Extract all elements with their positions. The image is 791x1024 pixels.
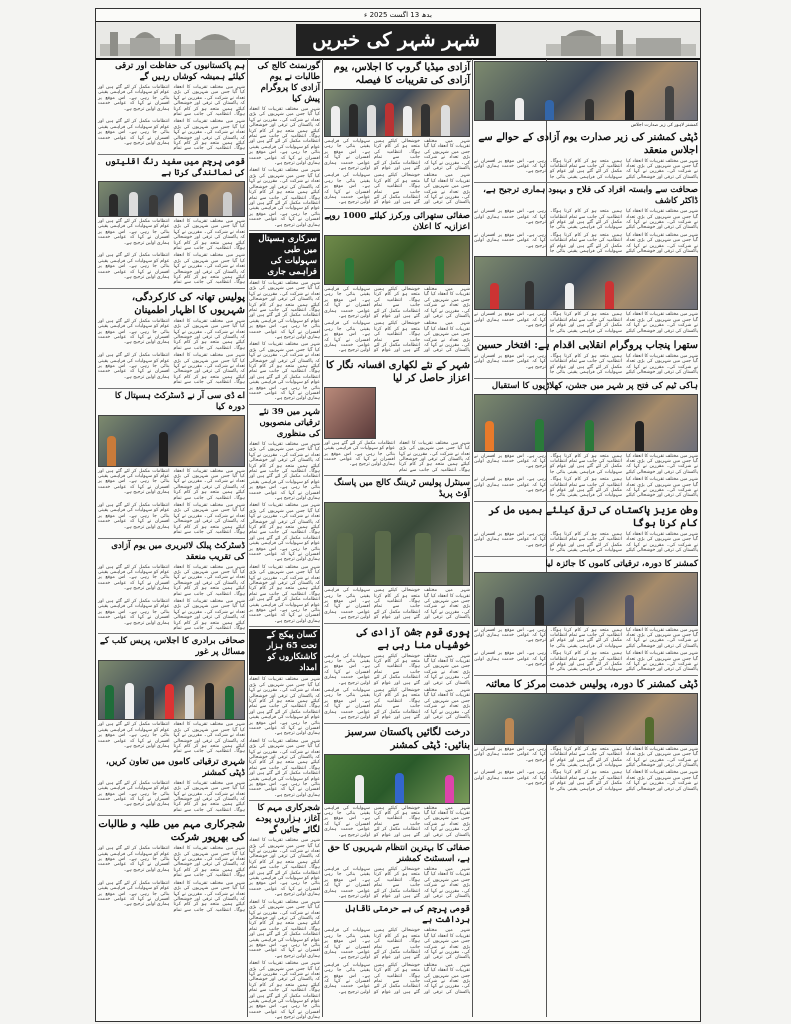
headline: ڈسٹرکٹ پبلک لائبریری میں یوم آزادی کی تقریب منعقد xyxy=(111,540,245,562)
article-body: شہر میں مختلف تقریبات کا انعقاد کیا گیا جس میں شہریوں کی بڑی تعداد نے شرکت کی۔ مقررین نے کہا کہ پاکستان کی ترقی اور خوشحالی کیلئے ہمیں متحد ہو کر کام کرنا ہوگا۔ انتظامیہ کی جانب سے تمام انتظامات مکمل کر لئے گئے ہیں اور عوام کو سہولیات کی فراہمی یقینی بنائی جا رہی ہے۔ اس موقع پر افسران نے کہا کہ عوامی خدمت ہماری اولین ترجیح ہے۔ xyxy=(249,564,320,624)
article-body: شہر میں مختلف تقریبات کا انعقاد کیا گیا جس میں شہریوں کی بڑی تعداد نے شرکت کی۔ مقررین نے کہا کہ پاکستان کی ترقی اور خوشحالی کیلئے ہمیں متحد ہو کر کام کرنا ہوگا۔ انتظامیہ کی جانب سے تمام انتظامات مکمل کر لئے گئے ہیں اور عوام کو سہولیات کی فراہمی یقینی بنائی جا رہی ہے۔ اس موقع پر افسران نے کہا کہ عوامی خدمت ہماری اولین ترجیح ہے۔ xyxy=(324,588,470,621)
headline: ستھرا پنجاب پروگرام انقلابی اقدام ہے: افتخار حسین xyxy=(476,340,698,351)
article-body: شہر میں مختلف تقریبات کا انعقاد کیا گیا جس میں شہریوں کی بڑی تعداد نے شرکت کی۔ مقررین نے کہا کہ پاکستان کی ترقی اور خوشحالی کیلئے ہمیں متحد ہو کر کام کرنا ہوگا۔ انتظامیہ کی جانب سے تمام انتظامات مکمل کر لئے گئے ہیں اور عوام کو سہولیات کی فراہمی یقینی بنائی جا رہی ہے۔ اس موقع پر افسران نے کہا کہ عوامی خدمت ہماری اولین ترجیح ہے۔ xyxy=(98,318,245,351)
column-center xyxy=(324,59,470,1017)
article-body: شہر میں مختلف تقریبات کا انعقاد کیا گیا جس میں شہریوں کی بڑی تعداد نے شرکت کی۔ مقررین نے کہا کہ پاکستان کی ترقی اور خوشحالی کیلئے ہمیں متحد ہو کر کام کرنا ہوگا۔ انتظامیہ کی جانب سے تمام انتظامات مکمل کر لئے گئے ہیں اور عوام کو سہولیات کی فراہمی یقینی بنائی جا رہی ہے۔ اس موقع پر افسران نے کہا کہ عوامی خدمت ہماری اولین ترجیح ہے۔ xyxy=(98,722,245,755)
news-photo xyxy=(474,256,698,310)
article-body: شہر میں مختلف تقریبات کا انعقاد کیا گیا جس میں شہریوں کی بڑی تعداد نے شرکت کی۔ مقررین نے کہا کہ پاکستان کی ترقی اور خوشحالی کیلئے ہمیں متحد ہو کر کام کرنا ہوگا۔ انتظامیہ کی جانب سے تمام انتظامات مکمل کر لئے گئے ہیں اور عوام کو سہولیات کی فراہمی یقینی بنائی جا رہی ہے۔ اس موقع پر افسران نے کہا کہ عوامی خدمت ہماری اولین ترجیح ہے۔ xyxy=(98,564,245,597)
news-photo xyxy=(98,415,245,467)
article-body: شہر میں مختلف تقریبات کا انعقاد کیا گیا جس میں شہریوں کی بڑی تعداد نے شرکت کی۔ مقررین نے کہا کہ پاکستان کی ترقی اور خوشحالی کیلئے ہمیں متحد ہو کر کام کرنا ہوگا۔ انتظامیہ کی جانب سے تمام انتظامات مکمل کر لئے گئے ہیں اور عوام کو سہولیات کی فراہمی یقینی بنائی جا رہی ہے۔ اس موقع پر افسران نے کہا کہ عوامی خدمت ہماری اولین ترجیح ہے۔ xyxy=(324,139,470,172)
article-body: شہر میں مختلف تقریبات کا انعقاد کیا گیا جس میں شہریوں کی بڑی تعداد نے شرکت کی۔ مقررین نے کہا کہ پاکستان کی ترقی اور خوشحالی کیلئے ہمیں متحد ہو کر کام کرنا ہوگا۔ انتظامیہ کی جانب سے تمام انتظامات مکمل کر لئے گئے ہیں اور عوام کو سہولیات کی فراہمی یقینی بنائی جا رہی ہے۔ اس موقع پر افسران نے کہا کہ عوامی خدمت ہماری اولین ترجیح ہے۔ xyxy=(98,780,245,813)
headline: شجرکاری مہم کا آغاز، ہزاروں پودے لگائے جائیں گے xyxy=(255,803,320,836)
article-body: شہر میں مختلف تقریبات کا انعقاد کیا گیا جس میں شہریوں کی بڑی تعداد نے شرکت کی۔ مقررین نے کہا کہ پاکستان کی ترقی اور خوشحالی کیلئے ہمیں متحد ہو کر کام کرنا ہوگا۔ انتظامیہ کی جانب سے تمام انتظامات مکمل کر لئے گئے ہیں اور عوام کو سہولیات کی فراہمی یقینی بنائی جا رہی ہے۔ اس موقع پر افسران نے کہا کہ عوامی خدمت ہماری اولین ترجیح ہے۔ xyxy=(324,928,470,961)
masthead xyxy=(96,21,700,60)
article-body: شہر میں مختلف تقریبات کا انعقاد کیا گیا جس میں شہریوں کی بڑی تعداد نے شرکت کی۔ مقررین نے کہا کہ پاکستان کی ترقی اور خوشحالی کیلئے ہمیں متحد ہو کر کام کرنا ہوگا۔ انتظامیہ کی جانب سے تمام انتظامات مکمل کر لئے گئے ہیں اور عوام کو سہولیات کی فراہمی یقینی بنائی جا رہی ہے۔ اس موقع پر افسران نے کہا کہ عوامی خدمت ہماری اولین ترجیح ہے۔ xyxy=(98,468,245,501)
headline: درخت لگائیں پاکستان سرسبز بنائیں: ڈپٹی کمشنر xyxy=(345,726,470,751)
headline: اے ڈی سی آر نے ڈسٹرکٹ ہسپتال کا دورہ کیا xyxy=(114,390,245,412)
column-left xyxy=(98,59,245,1017)
news-photo xyxy=(98,181,245,217)
article-body: شہر میں مختلف تقریبات کا انعقاد کیا گیا جس میں شہریوں کی بڑی تعداد نے شرکت کی۔ مقررین نے کہا کہ پاکستان کی ترقی اور خوشحالی کیلئے ہمیں متحد ہو کر کام کرنا ہوگا۔ انتظامیہ کی جانب سے تمام انتظامات مکمل کر لئے گئے ہیں اور عوام کو سہولیات کی فراہمی یقینی بنائی جا رہی ہے۔ اس موقع پر افسران نے کہا کہ عوامی خدمت ہماری اولین ترجیح ہے۔ xyxy=(324,653,470,686)
news-photo xyxy=(324,754,470,804)
headline: قومی پرچم کی بے حرمتی ناقابل برداشت ہے xyxy=(345,904,470,926)
article-body: شہر میں مختلف تقریبات کا انعقاد کیا گیا جس میں شہریوں کی بڑی تعداد نے شرکت کی۔ مقررین نے کہا کہ پاکستان کی ترقی اور خوشحالی کیلئے ہمیں متحد ہو کر کام کرنا ہوگا۔ انتظامیہ کی جانب سے تمام انتظامات مکمل کر لئے گئے ہیں اور عوام کو سہولیات کی فراہمی یقینی بنائی جا رہی ہے۔ اس موقع پر افسران نے کہا کہ عوامی خدمت ہماری اولین ترجیح ہے۔ xyxy=(98,253,245,286)
article-body: شہر میں مختلف تقریبات کا انعقاد کیا گیا جس میں شہریوں کی بڑی تعداد نے شرکت کی۔ مقررین نے کہا کہ پاکستان کی ترقی اور خوشحالی کیلئے ہمیں متحد ہو کر کام کرنا ہوگا۔ انتظامیہ کی جانب سے تمام انتظامات مکمل کر لئے گئے ہیں اور عوام کو سہولیات کی فراہمی یقینی بنائی جا رہی ہے۔ اس موقع پر افسران نے کہا کہ عوامی خدمت ہماری اولین ترجیح ہے۔ xyxy=(474,312,698,334)
headline: کسان پیکج کے تحت 65 ہزار کاشتکاروں کو امداد xyxy=(249,629,320,675)
headline: ڈپٹی کمشنر کا دورہ، پولیس خدمت مرکز کا معائنہ xyxy=(485,678,698,690)
article-body: شہر میں مختلف تقریبات کا انعقاد کیا گیا جس میں شہریوں کی بڑی تعداد نے شرکت کی۔ مقررین نے کہا کہ پاکستان کی ترقی اور خوشحالی کیلئے ہمیں متحد ہو کر کام کرنا ہوگا۔ انتظامیہ کی جانب سے تمام انتظامات مکمل کر لئے گئے ہیں اور عوام کو سہولیات کی فراہمی یقینی بنائی جا رہی ہے۔ اس موقع پر افسران نے کہا کہ عوامی خدمت ہماری اولین ترجیح ہے۔ xyxy=(474,232,698,254)
headline: سینٹرل پولیس ٹریننگ کالج میں پاسنگ آؤٹ پریڈ xyxy=(334,478,470,500)
news-photo xyxy=(474,572,698,626)
article-body: شہر میں مختلف تقریبات کا انعقاد کیا گیا جس میں شہریوں کی بڑی تعداد نے شرکت کی۔ مقررین نے کہا کہ پاکستان کی ترقی اور خوشحالی کیلئے ہمیں متحد ہو کر کام کرنا ہوگا۔ انتظامیہ کی جانب سے تمام انتظامات مکمل کر لئے گئے ہیں اور عوام کو سہولیات کی فراہمی یقینی بنائی جا رہی ہے۔ اس موقع پر افسران نے کہا کہ عوامی خدمت ہماری اولین ترجیح ہے۔ xyxy=(324,688,470,721)
page-title: شہر شہر کی خبریں xyxy=(296,24,496,56)
article-body: شہر میں مختلف تقریبات کا انعقاد کیا گیا جس میں شہریوں کی بڑی تعداد نے شرکت کی۔ مقررین نے کہا کہ پاکستان کی ترقی اور خوشحالی کیلئے ہمیں متحد ہو کر کام کرنا ہوگا۔ انتظامیہ کی جانب سے تمام انتظامات مکمل کر لئے گئے ہیں اور عوام کو سہولیات کی فراہمی یقینی بنائی جا رہی ہے۔ اس موقع پر افسران نے کہا کہ عوامی خدمت ہماری اولین ترجیح ہے۔ xyxy=(324,866,470,899)
article-body: شہر میں مختلف تقریبات کا انعقاد کیا گیا جس میں شہریوں کی بڑی تعداد نے شرکت کی۔ مقررین نے کہا کہ پاکستان کی ترقی اور خوشحالی کیلئے ہمیں متحد ہو کر کام کرنا ہوگا۔ انتظامیہ کی جانب سے تمام انتظامات مکمل کر لئے گئے ہیں اور عوام کو سہولیات کی فراہمی یقینی بنائی جا رہی ہے۔ اس موقع پر افسران نے کہا کہ عوامی خدمت ہماری اولین ترجیح ہے۔ xyxy=(324,440,470,473)
headline: صفائی ستھرائی ورکرز کیلئے 1000 روپے اعزازیہ کا اعلان xyxy=(324,210,470,232)
column-center-left xyxy=(249,59,320,1021)
news-photo xyxy=(474,61,698,121)
headline: وطن عزیز پاکستان کی ترقی کیلئے ہمیں مل کر کام کرنا ہوگا xyxy=(488,504,698,529)
headline: شہر میں 39 نئے ترقیاتی منصوبوں کی منظوری xyxy=(258,406,320,439)
headline: پولیس تھانہ کی کارکردگی، شہریوں کا اظہار اطمینان xyxy=(131,291,245,316)
news-photo xyxy=(474,394,698,452)
news-photo xyxy=(98,660,245,720)
article-body: شہر میں مختلف تقریبات کا انعقاد کیا گیا جس میں شہریوں کی بڑی تعداد نے شرکت کی۔ مقررین نے کہا کہ پاکستان کی ترقی اور خوشحالی کیلئے ہمیں متحد ہو کر کام کرنا ہوگا۔ انتظامیہ کی جانب سے تمام انتظامات مکمل کر لئے گئے ہیں اور عوام کو سہولیات کی فراہمی یقینی بنائی جا رہی ہے۔ اس موقع پر افسران نے کہا کہ عوامی خدمت ہماری اولین ترجیح ہے۔ xyxy=(474,746,698,768)
headline: ہم پاکستانیوں کی حفاظت اور ترقی کیلئے ہمیشہ کوشاں رہیں گے xyxy=(115,61,245,82)
article-body: شہر میں مختلف تقریبات کا انعقاد کیا گیا جس میں شہریوں کی بڑی تعداد نے شرکت کی۔ مقررین نے کہا کہ پاکستان کی ترقی اور خوشحالی کیلئے ہمیں متحد ہو کر کام کرنا ہوگا۔ انتظامیہ کی جانب سے تمام انتظامات مکمل کر لئے گئے ہیں اور عوام کو سہولیات کی فراہمی یقینی بنائی جا رہی ہے۔ اس موقع پر افسران نے کہا کہ عوامی خدمت ہماری اولین ترجیح ہے۔ xyxy=(249,342,320,402)
article-body: شہر میں مختلف تقریبات کا انعقاد کیا گیا جس میں شہریوں کی بڑی تعداد نے شرکت کی۔ مقررین نے کہا کہ پاکستان کی ترقی اور خوشحالی کیلئے ہمیں متحد ہو کر کام کرنا ہوگا۔ انتظامیہ کی جانب سے تمام انتظامات مکمل کر لئے گئے ہیں اور عوام کو سہولیات کی فراہمی یقینی بنائی جا رہی ہے۔ اس موقع پر افسران نے کہا کہ عوامی خدمت ہماری اولین ترجیح ہے۔ xyxy=(98,119,245,152)
article-body: شہر میں مختلف تقریبات کا انعقاد کیا گیا جس میں شہریوں کی بڑی تعداد نے شرکت کی۔ مقررین نے کہا کہ پاکستان کی ترقی اور خوشحالی کیلئے ہمیں متحد ہو کر کام کرنا ہوگا۔ انتظامیہ کی جانب سے تمام انتظامات مکمل کر لئے گئے ہیں اور عوام کو سہولیات کی فراہمی یقینی بنائی جا رہی ہے۔ اس موقع پر افسران نے کہا کہ عوامی خدمت ہماری اولین ترجیح ہے۔ xyxy=(474,627,698,649)
article-body: شہر میں مختلف تقریبات کا انعقاد کیا گیا جس میں شہریوں کی بڑی تعداد نے شرکت کی۔ مقررین نے کہا کہ پاکستان کی ترقی اور خوشحالی کیلئے ہمیں متحد ہو کر کام کرنا ہوگا۔ انتظامیہ کی جانب سے تمام انتظامات مکمل کر لئے گئے ہیں اور عوام کو سہولیات کی فراہمی یقینی بنائی جا رہی ہے۔ اس موقع پر افسران نے کہا کہ عوامی خدمت ہماری اولین ترجیح ہے۔ xyxy=(249,677,320,737)
photo-caption: کمشنر لاہور کی زیر صدارت اجلاس xyxy=(630,123,698,128)
column-right xyxy=(474,59,698,1017)
article-body: شہر میں مختلف تقریبات کا انعقاد کیا گیا جس میں شہریوں کی بڑی تعداد نے شرکت کی۔ مقررین نے کہا کہ پاکستان کی ترقی اور خوشحالی کیلئے ہمیں متحد ہو کر کام کرنا ہوگا۔ انتظامیہ کی جانب سے تمام انتظامات مکمل کر لئے گئے ہیں اور عوام کو سہولیات کی فراہمی یقینی بنائی جا رہی ہے۔ اس موقع پر افسران نے کہا کہ عوامی خدمت ہماری اولین ترجیح ہے۔ xyxy=(98,846,245,879)
headline: ڈپٹی کمشنر کی زیر صدارت یوم آزادی کے حوالے سے اجلاس منعقد xyxy=(478,131,698,156)
article-body: شہر میں مختلف تقریبات کا انعقاد کیا گیا جس میں شہریوں کی بڑی تعداد نے شرکت کی۔ مقررین نے کہا کہ پاکستان کی ترقی اور خوشحالی کیلئے ہمیں متحد ہو کر کام کرنا ہوگا۔ انتظامیہ کی جانب سے تمام انتظامات مکمل کر لئے گئے ہیں اور عوام کو سہولیات کی فراہمی یقینی بنائی جا رہی ہے۔ اس موقع پر افسران نے کہا کہ عوامی خدمت ہماری اولین ترجیح ہے۔ xyxy=(474,453,698,475)
article-body: شہر میں مختلف تقریبات کا انعقاد کیا گیا جس میں شہریوں کی بڑی تعداد نے شرکت کی۔ مقررین نے کہا کہ پاکستان کی ترقی اور خوشحالی کیلئے ہمیں متحد ہو کر کام کرنا ہوگا۔ انتظامیہ کی جانب سے تمام انتظامات مکمل کر لئے گئے ہیں اور عوام کو سہولیات کی فراہمی یقینی بنائی جا رہی ہے۔ اس موقع پر افسران نے کہا کہ عوامی خدمت ہماری اولین ترجیح ہے۔ xyxy=(474,354,698,376)
headline: صحافی برادری کا اجلاس، پریس کلب کے مسائل پر غور xyxy=(99,636,245,658)
headline: آزادی میڈیا گروپ کا اجلاس، یوم آزادی کی تقریبات کا فیصلہ xyxy=(333,62,470,86)
headline: پوری قوم جشن آزادی کی خوشیاں منا رہی ہے xyxy=(356,626,470,651)
headline: صحافت سے وابستہ افراد کی فلاح و بہبود ہماری ترجیح ہے، ڈاکٹر کاشف xyxy=(483,185,698,207)
article-body: شہر میں مختلف تقریبات کا انعقاد کیا گیا جس میں شہریوں کی بڑی تعداد نے شرکت کی۔ مقررین نے کہا کہ پاکستان کی ترقی اور خوشحالی کیلئے ہمیں متحد ہو کر کام کرنا ہوگا۔ انتظامیہ کی جانب سے تمام انتظامات مکمل کر لئے گئے ہیں اور عوام کو سہولیات کی فراہمی یقینی بنائی جا رہی ہے۔ اس موقع پر افسران نے کہا کہ عوامی خدمت ہماری اولین ترجیح ہے۔ xyxy=(98,218,245,251)
dateline: بدھ 13 اگست 2025 ء xyxy=(364,11,432,19)
article-body: شہر میں مختلف تقریبات کا انعقاد کیا گیا جس میں شہریوں کی بڑی تعداد نے شرکت کی۔ مقررین نے کہا کہ پاکستان کی ترقی اور خوشحالی کیلئے ہمیں متحد ہو کر کام کرنا ہوگا۔ انتظامیہ کی جانب سے تمام انتظامات مکمل کر لئے گئے ہیں اور عوام کو سہولیات کی فراہمی یقینی بنائی جا رہی ہے۔ اس موقع پر افسران نے کہا کہ عوامی خدمت ہماری اولین ترجیح ہے۔ xyxy=(474,477,698,499)
headline: کمشنر کا دورہ، ترقیاتی کاموں کا جائزہ لیا xyxy=(545,558,698,569)
headline: شجرکاری مہم میں طلبہ و طالبات کی بھرپور شرکت xyxy=(98,819,245,844)
article-body: شہر میں مختلف تقریبات کا انعقاد کیا گیا جس میں شہریوں کی بڑی تعداد نے شرکت کی۔ مقررین نے کہا کہ پاکستان کی ترقی اور خوشحالی کیلئے ہمیں متحد ہو کر کام کرنا ہوگا۔ انتظامیہ کی جانب سے تمام انتظامات مکمل کر لئے گئے ہیں اور عوام کو سہولیات کی فراہمی یقینی بنائی جا رہی ہے۔ اس موقع پر افسران نے کہا کہ عوامی خدمت ہماری اولین ترجیح ہے۔ xyxy=(249,441,320,501)
article-body: شہر میں مختلف تقریبات کا انعقاد کیا گیا جس میں شہریوں کی بڑی تعداد نے شرکت کی۔ مقررین نے کہا کہ پاکستان کی ترقی اور خوشحالی کیلئے ہمیں متحد ہو کر کام کرنا ہوگا۔ انتظامیہ کی جانب سے تمام انتظامات مکمل کر لئے گئے ہیں اور عوام کو سہولیات کی فراہمی یقینی بنائی جا رہی ہے۔ اس موقع پر افسران نے کہا کہ عوامی خدمت ہماری اولین ترجیح ہے۔ xyxy=(249,838,320,898)
article-body: شہر میں مختلف تقریبات کا انعقاد کیا گیا جس میں شہریوں کی بڑی تعداد نے شرکت کی۔ مقررین نے کہا کہ پاکستان کی ترقی اور خوشحالی کیلئے ہمیں متحد ہو کر کام کرنا ہوگا۔ انتظامیہ کی جانب سے تمام انتظامات مکمل کر لئے گئے ہیں اور عوام کو سہولیات کی فراہمی یقینی بنائی جا رہی ہے۔ اس موقع پر افسران نے کہا کہ عوامی خدمت ہماری اولین ترجیح ہے۔ xyxy=(249,503,320,563)
headline: شہری ترقیاتی کاموں میں تعاون کریں، ڈپٹی کمشنر xyxy=(105,756,245,778)
article-body: شہر میں مختلف تقریبات کا انعقاد کیا گیا جس میں شہریوں کی بڑی تعداد نے شرکت کی۔ مقررین نے کہا کہ پاکستان کی ترقی اور خوشحالی کیلئے ہمیں متحد ہو کر کام کرنا ہوگا۔ انتظامیہ کی جانب سے تمام انتظامات مکمل کر لئے گئے ہیں اور عوام کو سہولیات کی فراہمی یقینی بنائی جا رہی ہے۔ اس موقع پر افسران نے کہا کہ عوامی خدمت ہماری اولین ترجیح ہے۔ xyxy=(98,85,245,118)
news-photo xyxy=(324,502,470,586)
article-body: شہر میں مختلف تقریبات کا انعقاد کیا گیا جس میں شہریوں کی بڑی تعداد نے شرکت کی۔ مقررین نے کہا کہ پاکستان کی ترقی اور خوشحالی کیلئے ہمیں متحد ہو کر کام کرنا ہوگا۔ انتظامیہ کی جانب سے تمام انتظامات مکمل کر لئے گئے ہیں اور عوام کو سہولیات کی فراہمی یقینی بنائی جا رہی ہے۔ اس موقع پر افسران نے کہا کہ عوامی خدمت ہماری اولین ترجیح ہے۔ xyxy=(98,353,245,386)
article-body: شہر میں مختلف تقریبات کا انعقاد کیا گیا جس میں شہریوں کی بڑی تعداد نے شرکت کی۔ مقررین نے کہا کہ پاکستان کی ترقی اور خوشحالی کیلئے ہمیں متحد ہو کر کام کرنا ہوگا۔ انتظامیہ کی جانب سے تمام انتظامات مکمل کر لئے گئے ہیں اور عوام کو سہولیات کی فراہمی یقینی بنائی جا رہی ہے۔ اس موقع پر افسران نے کہا کہ عوامی خدمت ہماری اولین ترجیح ہے۔ xyxy=(324,173,470,206)
skyline-left-graphic xyxy=(100,24,250,56)
article-body: شہر میں مختلف تقریبات کا انعقاد کیا گیا جس میں شہریوں کی بڑی تعداد نے شرکت کی۔ مقررین نے کہا کہ پاکستان کی ترقی اور خوشحالی کیلئے ہمیں متحد ہو کر کام کرنا ہوگا۔ انتظامیہ کی جانب سے تمام انتظامات مکمل کر لئے گئے ہیں اور عوام کو سہولیات کی فراہمی یقینی بنائی جا رہی ہے۔ اس موقع پر افسران نے کہا کہ عوامی خدمت ہماری اولین ترجیح ہے۔ xyxy=(474,158,698,180)
headline: گورنمنٹ کالج کی طالبات نے یوم آزادی کا پروگرام پیش کیا xyxy=(257,61,320,104)
article-body: شہر میں مختلف تقریبات کا انعقاد کیا گیا جس میں شہریوں کی بڑی تعداد نے شرکت کی۔ مقررین نے کہا کہ پاکستان کی ترقی اور خوشحالی کیلئے ہمیں متحد ہو کر کام کرنا ہوگا۔ انتظامیہ کی جانب سے تمام انتظامات مکمل کر لئے گئے ہیں اور عوام کو سہولیات کی فراہمی یقینی بنائی جا رہی ہے۔ اس موقع پر افسران نے کہا کہ عوامی خدمت ہماری اولین ترجیح ہے۔ xyxy=(98,503,245,536)
article-body: شہر میں مختلف تقریبات کا انعقاد کیا گیا جس میں شہریوں کی بڑی تعداد نے شرکت کی۔ مقررین نے کہا کہ پاکستان کی ترقی اور خوشحالی کیلئے ہمیں متحد ہو کر کام کرنا ہوگا۔ انتظامیہ کی جانب سے تمام انتظامات مکمل کر لئے گئے ہیں اور عوام کو سہولیات کی فراہمی یقینی بنائی جا رہی ہے۔ اس موقع پر افسران نے کہا کہ عوامی خدمت ہماری اولین ترجیح ہے۔ xyxy=(249,107,320,167)
newspaper-page xyxy=(95,8,701,1022)
headline: شہر کے نئے لکھاری افسانہ نگار کا اعزاز حاصل کر لیا xyxy=(326,359,470,384)
headline: ہاکی ٹیم کی فتح پر شہر میں جشن، کھلاڑیوں کا استقبال xyxy=(491,380,698,391)
article-body: شہر میں مختلف تقریبات کا انعقاد کیا گیا جس میں شہریوں کی بڑی تعداد نے شرکت کی۔ مقررین نے کہا کہ پاکستان کی ترقی اور خوشحالی کیلئے ہمیں متحد ہو کر کام کرنا ہوگا۔ انتظامیہ کی جانب سے تمام انتظامات مکمل کر لئے گئے ہیں اور عوام کو سہولیات کی فراہمی یقینی بنائی جا رہی ہے۔ اس موقع پر افسران نے کہا کہ عوامی خدمت ہماری اولین ترجیح ہے۔ xyxy=(474,770,698,792)
skyline-right-graphic xyxy=(546,24,696,56)
article-body: شہر میں مختلف تقریبات کا انعقاد کیا گیا جس میں شہریوں کی بڑی تعداد نے شرکت کی۔ مقررین نے کہا کہ پاکستان کی ترقی اور خوشحالی کیلئے ہمیں متحد ہو کر کام کرنا ہوگا۔ انتظامیہ کی جانب سے تمام انتظامات مکمل کر لئے گئے ہیں اور عوام کو سہولیات کی فراہمی یقینی بنائی جا رہی ہے۔ اس موقع پر افسران نے کہا کہ عوامی خدمت ہماری اولین ترجیح ہے۔ xyxy=(324,805,470,838)
article-body: شہر میں مختلف تقریبات کا انعقاد کیا گیا جس میں شہریوں کی بڑی تعداد نے شرکت کی۔ مقررین نے کہا کہ پاکستان کی ترقی اور خوشحالی کیلئے ہمیں متحد ہو کر کام کرنا ہوگا۔ انتظامیہ کی جانب سے تمام انتظامات مکمل کر لئے گئے ہیں اور عوام کو سہولیات کی فراہمی یقینی بنائی جا رہی ہے۔ اس موقع پر افسران نے کہا کہ عوامی خدمت ہماری اولین ترجیح ہے۔ xyxy=(474,209,698,231)
article-body: شہر میں مختلف تقریبات کا انعقاد کیا گیا جس میں شہریوں کی بڑی تعداد نے شرکت کی۔ مقررین نے کہا کہ پاکستان کی ترقی اور خوشحالی کیلئے ہمیں متحد ہو کر کام کرنا ہوگا۔ انتظامیہ کی جانب سے تمام انتظامات مکمل کر لئے گئے ہیں اور عوام کو سہولیات کی فراہمی یقینی بنائی جا رہی ہے۔ اس موقع پر افسران نے کہا کہ عوامی خدمت ہماری اولین ترجیح ہے۔ xyxy=(324,286,470,319)
article-body: شہر میں مختلف تقریبات کا انعقاد کیا گیا جس میں شہریوں کی بڑی تعداد نے شرکت کی۔ مقررین نے کہا کہ پاکستان کی ترقی اور خوشحالی کیلئے ہمیں متحد ہو کر کام کرنا ہوگا۔ انتظامیہ کی جانب سے تمام انتظامات مکمل کر لئے گئے ہیں اور عوام کو سہولیات کی فراہمی یقینی بنائی جا رہی ہے۔ اس موقع پر افسران نے کہا کہ عوامی خدمت ہماری اولین ترجیح ہے۔ xyxy=(474,651,698,673)
article-body: شہر میں مختلف تقریبات کا انعقاد کیا گیا جس میں شہریوں کی بڑی تعداد نے شرکت کی۔ مقررین نے کہا کہ پاکستان کی ترقی اور خوشحالی کیلئے ہمیں متحد ہو کر کام کرنا ہوگا۔ انتظامیہ کی جانب سے تمام انتظامات مکمل کر لئے گئے ہیں اور عوام کو سہولیات کی فراہمی یقینی بنائی جا رہی ہے۔ اس موقع پر افسران نے کہا کہ عوامی خدمت ہماری اولین ترجیح ہے۔ xyxy=(249,899,320,959)
headline: قومی پرچم میں سفید رنگ اقلیتوں کی نمائندگی کرتا ہے xyxy=(105,156,245,178)
headline: صفائی کا بہترین انتظام شہریوں کا حق ہے، اسسٹنٹ کمشنر xyxy=(327,842,470,864)
news-photo xyxy=(474,693,698,745)
headline: سرکاری ہسپتال میں طبی سہولیات کی فراہمی جاری xyxy=(249,233,320,279)
news-photo xyxy=(324,235,470,285)
news-photo xyxy=(324,89,470,137)
article-body: شہر میں مختلف تقریبات کا انعقاد کیا گیا جس میں شہریوں کی بڑی تعداد نے شرکت کی۔ مقررین نے کہا کہ پاکستان کی ترقی اور خوشحالی کیلئے ہمیں متحد ہو کر کام کرنا ہوگا۔ انتظامیہ کی جانب سے تمام انتظامات مکمل کر لئے گئے ہیں اور عوام کو سہولیات کی فراہمی یقینی بنائی جا رہی ہے۔ اس موقع پر افسران نے کہا کہ عوامی خدمت ہماری اولین ترجیح ہے۔ xyxy=(249,280,320,340)
article-body: شہر میں مختلف تقریبات کا انعقاد کیا گیا جس میں شہریوں کی بڑی تعداد نے شرکت کی۔ مقررین نے کہا کہ پاکستان کی ترقی اور خوشحالی کیلئے ہمیں متحد ہو کر کام کرنا ہوگا۔ انتظامیہ کی جانب سے تمام انتظامات مکمل کر لئے گئے ہیں اور عوام کو سہولیات کی فراہمی یقینی بنائی جا رہی ہے۔ اس موقع پر افسران نے کہا کہ عوامی خدمت ہماری اولین ترجیح ہے۔ xyxy=(98,880,245,913)
article-body: شہر میں مختلف تقریبات کا انعقاد کیا گیا جس میں شہریوں کی بڑی تعداد نے شرکت کی۔ مقررین نے کہا کہ پاکستان کی ترقی اور خوشحالی کیلئے ہمیں متحد ہو کر کام کرنا ہوگا۔ انتظامیہ کی جانب سے تمام انتظامات مکمل کر لئے گئے ہیں اور عوام کو سہولیات کی فراہمی یقینی بنائی جا رہی ہے۔ اس موقع پر افسران نے کہا کہ عوامی خدمت ہماری اولین ترجیح ہے۔ xyxy=(249,738,320,798)
article-body: شہر میں مختلف تقریبات کا انعقاد کیا گیا جس میں شہریوں کی بڑی تعداد نے شرکت کی۔ مقررین نے کہا کہ پاکستان کی ترقی اور خوشحالی کیلئے ہمیں متحد ہو کر کام کرنا ہوگا۔ انتظامیہ کی جانب سے تمام انتظامات مکمل کر لئے گئے ہیں اور عوام کو سہولیات کی فراہمی یقینی بنائی جا رہی ہے۔ اس موقع پر افسران نے کہا کہ عوامی خدمت ہماری اولین ترجیح ہے۔ xyxy=(249,168,320,228)
article-body: شہر میں مختلف تقریبات کا انعقاد کیا گیا جس میں شہریوں کی بڑی تعداد نے شرکت کی۔ مقررین نے کہا کہ پاکستان کی ترقی اور خوشحالی کیلئے ہمیں متحد ہو کر کام کرنا ہوگا۔ انتظامیہ کی جانب سے تمام انتظامات مکمل کر لئے گئے ہیں اور عوام کو سہولیات کی فراہمی یقینی بنائی جا رہی ہے۔ اس موقع پر افسران نے کہا کہ عوامی خدمت ہماری اولین ترجیح ہے۔ xyxy=(474,531,698,554)
article-body: شہر میں مختلف تقریبات کا انعقاد کیا گیا جس میں شہریوں کی بڑی تعداد نے شرکت کی۔ مقررین نے کہا کہ پاکستان کی ترقی اور خوشحالی کیلئے ہمیں متحد ہو کر کام کرنا ہوگا۔ انتظامیہ کی جانب سے تمام انتظامات مکمل کر لئے گئے ہیں اور عوام کو سہولیات کی فراہمی یقینی بنائی جا رہی ہے۔ اس موقع پر افسران نے کہا کہ عوامی خدمت ہماری اولین ترجیح ہے۔ xyxy=(98,598,245,631)
article-body: شہر میں مختلف تقریبات کا انعقاد کیا گیا جس میں شہریوں کی بڑی تعداد نے شرکت کی۔ مقررین نے کہا کہ پاکستان کی ترقی اور خوشحالی کیلئے ہمیں متحد ہو کر کام کرنا ہوگا۔ انتظامیہ کی جانب سے تمام انتظامات مکمل کر لئے گئے ہیں اور عوام کو سہولیات کی فراہمی یقینی بنائی جا رہی ہے۔ اس موقع پر افسران نے کہا کہ عوامی خدمت ہماری اولین ترجیح ہے۔ xyxy=(324,321,470,354)
news-photo xyxy=(324,387,376,439)
article-body: شہر میں مختلف تقریبات کا انعقاد کیا گیا جس میں شہریوں کی بڑی تعداد نے شرکت کی۔ مقررین نے کہا کہ پاکستان کی ترقی اور خوشحالی کیلئے ہمیں متحد ہو کر کام کرنا ہوگا۔ انتظامیہ کی جانب سے تمام انتظامات مکمل کر لئے گئے ہیں اور عوام کو سہولیات کی فراہمی یقینی بنائی جا رہی ہے۔ اس موقع پر افسران نے کہا کہ عوامی خدمت ہماری اولین ترجیح ہے۔ xyxy=(324,962,470,995)
article-body: شہر میں مختلف تقریبات کا انعقاد کیا گیا جس میں شہریوں کی بڑی تعداد نے شرکت کی۔ مقررین نے کہا کہ پاکستان کی ترقی اور خوشحالی کیلئے ہمیں متحد ہو کر کام کرنا ہوگا۔ انتظامیہ کی جانب سے تمام انتظامات مکمل کر لئے گئے ہیں اور عوام کو سہولیات کی فراہمی یقینی بنائی جا رہی ہے۔ اس موقع پر افسران نے کہا کہ عوامی خدمت ہماری اولین ترجیح ہے۔ xyxy=(249,961,320,1021)
